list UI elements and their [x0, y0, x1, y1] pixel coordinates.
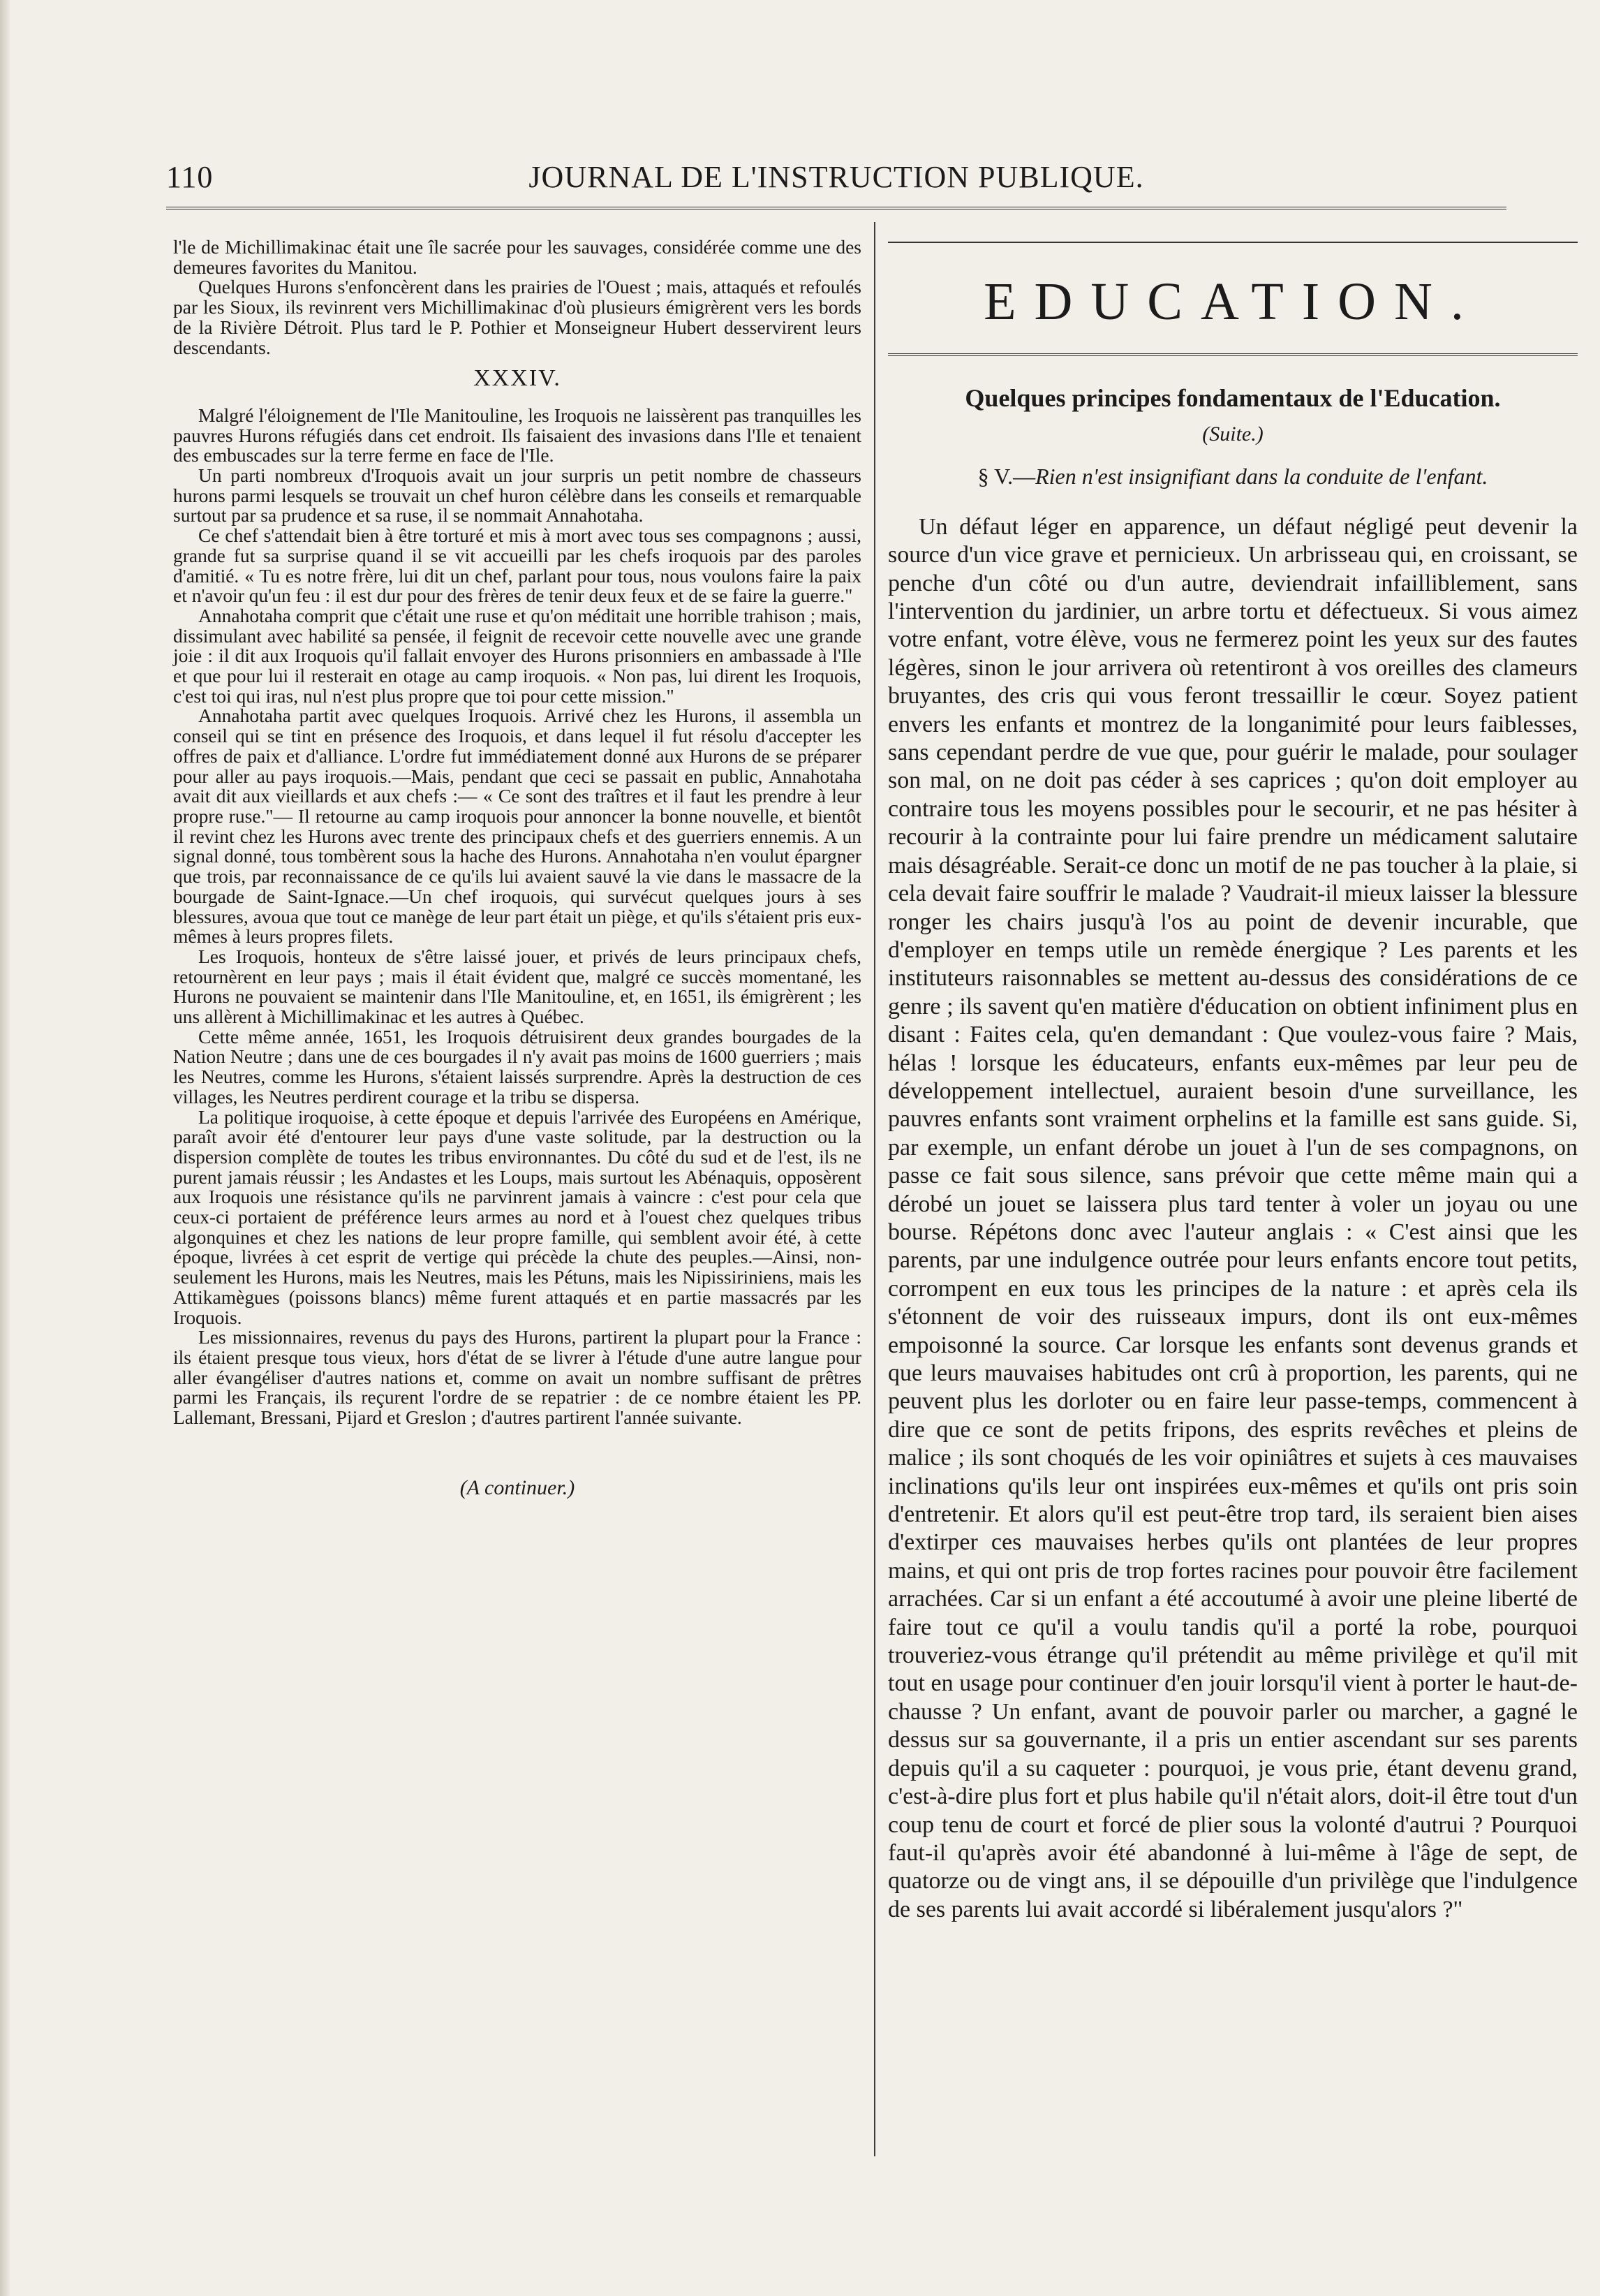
journal-title: JOURNAL DE L'INSTRUCTION PUBLIQUE.: [528, 160, 1144, 194]
article-suite: (Suite.): [1202, 422, 1264, 446]
column-divider: [874, 222, 875, 2156]
header-rule: [166, 207, 1506, 209]
paragraph: Quelques Hurons s'enfoncèrent dans les prairies de l'Ouest ; mais, attaqués et refoulés par les Sioux, ils revinrent vers Michillimakinac d'où plusieurs émigrèrent vers les bords de la Rivière Détroit. Plus tard le P. Pothier et Monseigneur Hubert desservirent leurs descendants.: [173, 276, 861, 358]
paragraph: Les Iroquois, honteux de s'être laissé jouer, et privés de leurs principaux chefs, retournèrent en leur pays ; mais il était évident que, malgré ce succès momentané, les Hurons ne pouvaient se maintenir dans l'Ile Manitouline, et, en 1651, ils émigrèrent ; les uns allèrent à Michillimakinac et les autres à Québec.: [173, 945, 861, 1028]
chapter-heading: XXXIV.: [473, 365, 561, 392]
paragraph: Les missionnaires, revenus du pays des Hurons, partirent la plupart pour la France : ils étaient presque tous vieux, hors d'état de se livrer à l'étude d'une autre langue pour aller évangéliser d'autres nations et, comme on avait un nombre suffisant de prêtres parmi les Français, ils reçurent l'ordre de se repatrier : de ce nombre étaient les PP. Lallemant, Bressani, Pijard et Greslon ; d'autres partirent l'année suivante.: [173, 1326, 861, 1429]
section-rule: [888, 353, 1578, 356]
article-title: Quelques principes fondamentaux de l'Education.: [965, 384, 1501, 412]
paragraph: Malgré l'éloignement de l'Ile Manitouline, les Iroquois ne laissèrent pas tranquilles les pauvres Hurons réfugiés dans cet endroit. Ils faisaient des invasions dans l'Ile et tenaient des embuscades sur la terre ferme en face de l'Ile.: [173, 404, 861, 466]
paragraph: Cette même année, 1651, les Iroquois détruisirent deux grandes bourgades de la Nation Neutre ; dans une de ces bourgades il n'y avait pas moins de 1600 guerriers ; mais les Neutres, comme les Hurons, s'étaient laissés surprendre. Après la destruction de ces villages, les Neutres perdirent courage et la tribu se dispersa.: [173, 1025, 861, 1107]
paragraph: Ce chef s'attendait bien à être torturé et mis à mort avec tous ses compagnons ; aussi, grande fut sa surprise quand il se vit accueilli par les chefs iroquois par des paroles d'amitié. « Tu es notre frère, lui dit un chef, parlant pour tous, nous voulons faire la paix et n'avoir qu'un feu : il est dur pour des frères de tenir deux feux et de se faire la guerre.": [173, 524, 861, 607]
section-title: EDUCATION.: [984, 272, 1482, 331]
subsection-heading: [888, 462, 1578, 490]
left-column: [173, 237, 861, 1498]
paragraph: Annahotaha partit avec quelques Iroquois. Arrivé chez les Hurons, il assembla un conseil qui se tint en présence des Iroquois, et dans lequel il fut résolu d'accepter les offres de paix et d'alliance. L'ordre fut immédiatement donné aux Hurons de se préparer pour aller au pays iroquois.—Mais, pendant que ceci se passait en public, Annahotaha avait dit aux vieillards et aux chefs :— « Ce sont des traîtres et il faut les prendre à leur propre ruse."— Il retourne au camp iroquois pour annoncer la bonne nouvelle, et bientôt il revint chez les Hurons avec trente des principaux chefs et des guerriers ennemis. A un signal donné, tous tombèrent sous la hache des Hurons. Annahotaha n'en voulut épargner que trois, par reconnaissance de ce qu'ils lui avaient sauvé la vie dans le massacre de la bourgade de Saint-Ignace.—Un chef iroquois, qui survécut quelques jours à ses blessures, avoua que tout ce manège de leur part était un piège, et qu'ils s'étaient pris eux-mêmes à leurs propres filets.: [173, 705, 861, 948]
right-column: [888, 237, 1578, 1924]
subsection-label: § V.—: [977, 464, 1036, 490]
page-edge-shadow: [0, 0, 10, 2296]
section-rule: [888, 242, 1578, 243]
paragraph: Annahotaha comprit que c'était une ruse et qu'on méditait une horrible trahison ; mais, dissimulant avec habilité sa pensée, il feignit de recevoir cette nouvelle avec une grande joie : il dit aux Iroquois qu'il fallait envoyer des Hurons prisonniers en ambassade à l'Ile et que pour lui il resterait en otage au camp iroquois. « Non pas, lui dirent les Iroquois, c'est toi qui iras, nul n'est plus propre que toi pour cette mission.": [173, 604, 861, 707]
subsection-title: Rien n'est insignifiant dans la conduite de l'enfant.: [1035, 464, 1488, 490]
paragraph: Un parti nombreux d'Iroquois avait un jour surpris un petit nombre de chasseurs hurons parmi lesquels se trouvait un chef huron célèbre dans les conseils et remarquable surtout par sa prudence et sa ruse, il se nommait Annahotaha.: [173, 464, 861, 527]
continuation-note: (A continuer.): [459, 1476, 575, 1499]
paragraph: La politique iroquoise, à cette époque et depuis l'arrivée des Européens en Amérique, paraît avoir été d'entourer leur pays d'une vaste solitude, par la destruction ou la dispersion complète de toutes les tribus environnantes. Du côté du sud et de l'est, ils ne purent jamais réussir ; les Andastes et les Loups, mais surtout les Abénaquis, opposèrent aux Iroquois une résistance qu'ils ne parvinrent jamais à vaincre : c'est pour cela que ceux-ci portaient de préférence leurs armes au nord et à l'ouest chez quelques tribus algonquines et chez les nations de leur propre famille, qui semblent avoir été, à cette époque, livrées à cet esprit de vertige qui précède la chute des peuples.—Ainsi, non-seulement les Hurons, mais les Neutres, mais les Pétuns, mais les Nipissiriniens, mais les Attikamègues (poissons blancs) même furent attaqués et en partie massacrés par les Iroquois.: [173, 1105, 861, 1328]
paragraph: Un défaut léger en apparence, un défaut négligé peut devenir la source d'un vice grave et pernicieux. Un arbrisseau qui, en croissant, se penche d'un côté ou d'un autre, deviendrait infailliblement, sans l'intervention du jardinier, un arbre tortu et défectueux. Si vous aimez votre enfant, votre élève, vous ne fermerez point les yeux sur des fautes légères, sinon le jour arrivera où retentiront à vos oreilles des clameurs bruyantes, des cris qui vous feront tressaillir le cœur. Soyez patient envers les enfants et montrez de la longanimité pour leurs faiblesses, sans cependant perdre de vue que, pour guérir le malade, pour soulager son mal, on ne doit pas céder à ses caprices ; qu'on doit employer au contraire tous les moyens possibles pour le secourir, et ne pas hésiter à recourir à la contrainte pour lui faire prendre un médicament salutaire mais désagréable. Serait-ce donc un motif de ne pas toucher à la plaie, si cela devait faire souffrir le malade ? Vaudrait-il mieux laisser la blessure ronger les chairs jusqu'à l'os au point de devenir incurable, que d'employer en temps utile un remède énergique ? Les parents et les instituteurs raisonnables se mettent au-dessus des considérations de ce genre ; ils savent qu'en matière d'éducation on obtient infiniment plus en disant : Faites cela, qu'en demandant : Que voulez-vous faire ? Mais, hélas ! lorsque les éducateurs, enfants eux-mêmes par leur peu de développement intellectuel, auraient besoin d'une surveillance, les pauvres enfants sont vraiment orphelins et la famille est sans guide. Si, par exemple, un enfant dérobe un jouet à l'un de ses compagnons, on passe ce fait sous silence, sans prévoir que cette même main qui a dérobé un jouet se laissera plus tard tenter à voler un joyau ou une bourse. Répétons donc avec l'auteur anglais : « C'est ainsi que les parents, par une indulgence outrée pour leurs enfants encore tout petits, corrompent en eux tous les principes de la nature : et après cela ils s'étonnent de voir des ruisseaux impurs, dont ils ont eux-mêmes empoisonné la source. Car lorsque les enfants sont devenus grands et que leurs mauvaises habitudes ont crû à proportion, les parents, qui ne peuvent plus les dorloter ou en faire leur passe-temps, commencent à dire que ce sont de petits fripons, des esprits revêches et pleins de malice ; ils sont choqués de les voir opiniâtres et sujets à ces mauvaises inclinations qu'ils leur ont inspirées eux-mêmes et qu'ils ont pris soin d'entretenir. Et alors qu'il est peut-être trop tard, ils seraient bien aises d'extirper ces mauvaises herbes qu'ils ont plantées de leur propres mains, et qui ont pris de trop fortes racines pour pouvoir être facilement arrachées. Car si un enfant a été accoutumé à avoir une pleine liberté de faire tout ce qu'il a voulu tandis qu'il a porté la robe, pourquoi trouveriez-vous étrange qu'il prétendit au même privilège et qu'il mit tout en usage pour continuer d'en jouir lorsqu'il vient à porter le haut-de-chausse ? Un enfant, avant de pouvoir parler ou marcher, a gagné le dessus sur sa gouvernante, il a pris un entier ascendant sur ses parents depuis qu'il a su caqueter : pourquoi, je vous prie, étant devenu grand, c'est-à-dire plus fort et plus habile qu'il n'était alors, doit-il être tout d'un coup tenu de court et forcé de plier sous la volonté d'autrui ? Pourquoi faut-il qu'après avoir été abandonné à lui-même à l'âge de sept, de quatorze ou de vingt ans, il se dépouille d'un privilège que l'indulgence de ses parents lui avait accordé si libéralement jusqu'alors ?": [888, 513, 1578, 1922]
page-header: [166, 155, 1506, 197]
page-number: 110: [166, 160, 214, 194]
paragraph: l'le de Michillimakinac était une île sacrée pour les sauvages, considérée comme une des demeures favorites du Manitou.: [173, 236, 861, 278]
